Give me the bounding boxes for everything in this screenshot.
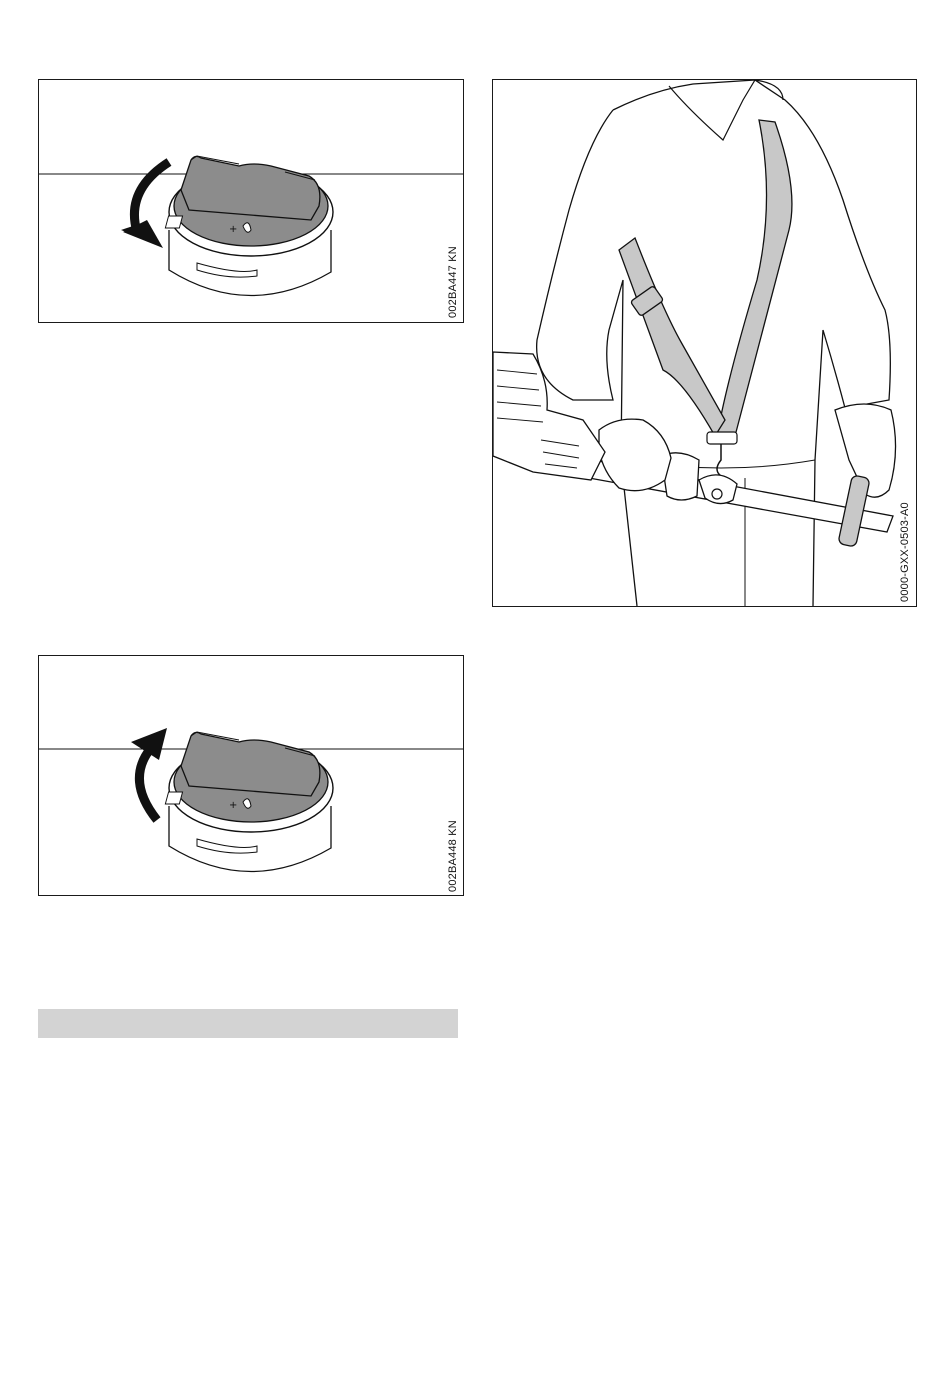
fuel-cap-open-illustration <box>39 80 463 322</box>
svg-text:+: + <box>229 224 238 235</box>
figure-code-label: 0000-GXX-0503-A0 <box>899 502 911 602</box>
shoulder-harness-illustration <box>493 80 916 606</box>
figure-code-label: 002BA448 KN <box>447 820 459 892</box>
shoulder-harness-figure <box>492 79 917 607</box>
fuel-cap-open-figure <box>38 79 464 323</box>
figure-code-label: 002BA447 KN <box>447 246 459 318</box>
svg-text:+: + <box>229 800 238 811</box>
fuel-cap-close-figure <box>38 655 464 896</box>
fuel-cap-close-illustration <box>39 656 463 895</box>
section-heading-bar <box>38 1009 458 1038</box>
